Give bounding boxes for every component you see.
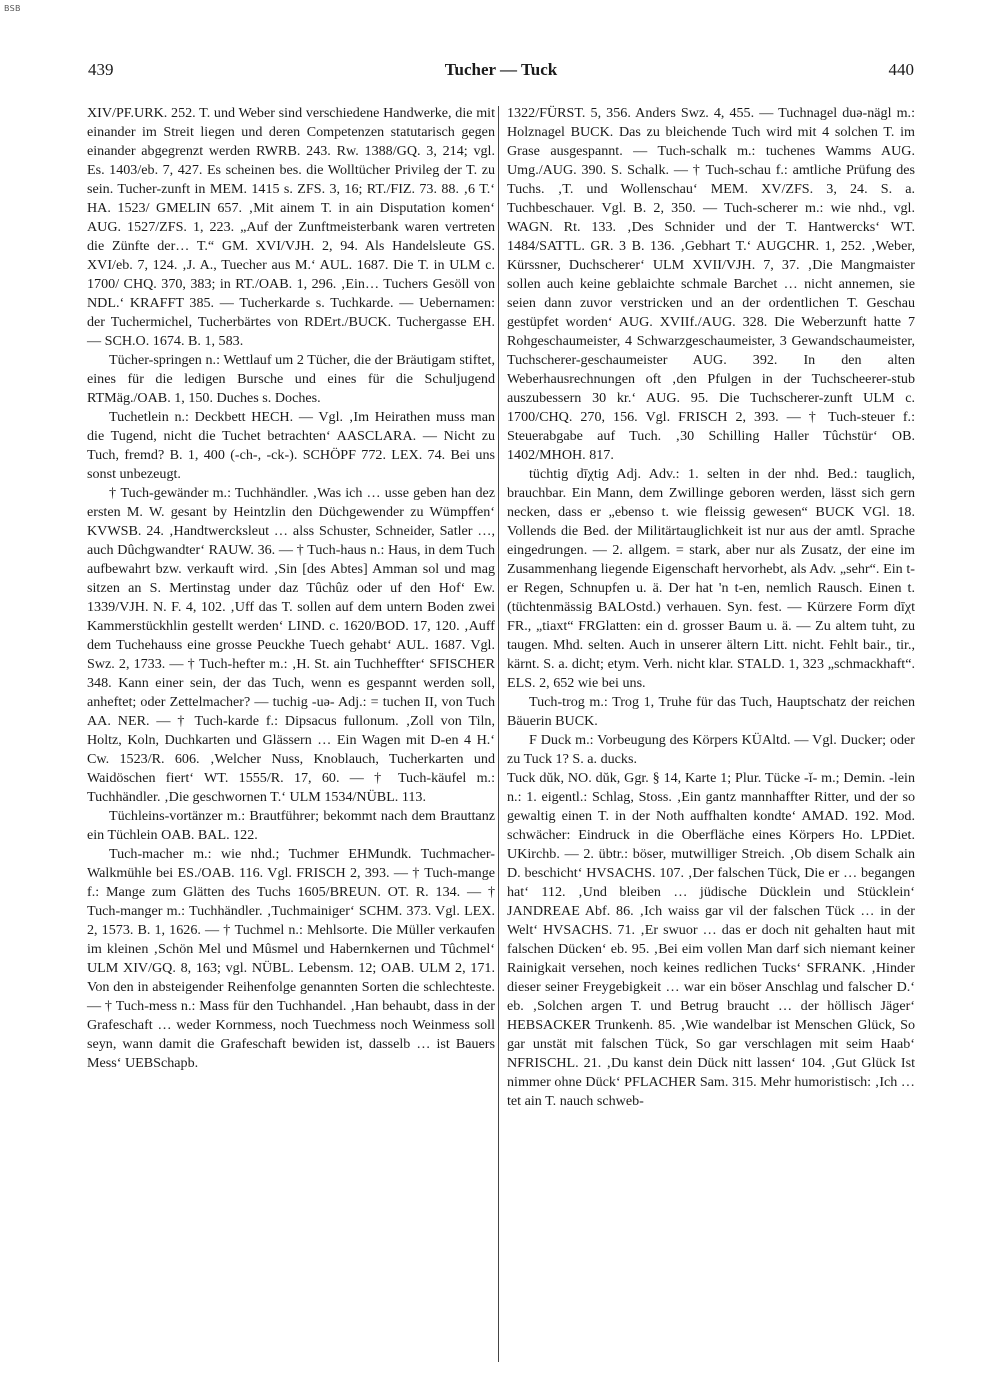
column-divider (498, 106, 499, 1362)
dictionary-entry: tüchtig dīχtig Adj. Adv.: 1. selten in der nhd. Bed.: tauglich, brauchbar. Ein Mann, dem Zwillinge geboren werden, lässt sich gern necken, dass er „ebenso t. wie fleissig gewesen“ BUCK VGl. 18. Vollends die Bed. der Militärtauglichkeit ist nur aus der amtl. Sprache eingedrungen. — 2. allgem. = stark, aber nur als Zusatz, der eine im Zusammenhang liegende Eigenschaft hervorhebt, als Adv. „sehr“. Ein t-er Regen, Schnupfen u. ä. Der hat 'n t-en, nemlich Rausch. Einen t. (tüchtenmässig BALOstd.) verhauen. Syn. fest. — Kürzere Form dīχt FR., „tiaxt“ FRGlatten: ein d. grosser Baum u. ä. — Zu altem tuht, zu taugen. Mhd. selten. Auch in unserer ältern Litt. nicht. Fehlt bair., tir., kärnt. S. a. dicht; etym. Verh. nicht klar. STALD. 1, 323 „schmackhaft“. ELS. 2, 652 wie bei uns. (507, 466, 915, 691)
dictionary-entry: XIV/PF.URK. 252. T. und Weber sind verschiedene Handwerke, die mit einander im Streit liegen und deren Competenzen statutarisch gegen einander abgegrenzt werden RWRB. 243. Rw. 1388/GQ. 3, 214; vgl. Es. 1403/eb. 7, 427. Es scheinen bes. die Wolltücher Privileg der T. zu sein. Tucher-zunft in MEM. 1415 s. ZFS. 3, 16; RT./FIZ. 73. 88. ‚6 T.‘ HA. 1523/ GMELIN 657. ‚Mit ainem T. in ain Disputation komen‘ AUG. 1527/ZFS. 1, 223. „Auf der Zunftmeisterbank waren vertreten die Zünfte der… T.“ GM. XVI/VJH. 2, 94. Als Handelsleute GS. XVI/eb. 7, 124. ‚J. A., Tuecher aus M.‘ AUL. 1687. Die T. in ULM c. 1700/ CHQ. 370, 383; in RT./OAB. 1, 296. ‚Ein… Tuchers Gesöll von NDL.‘ KRAFFT 385. — Tucherkarde s. Tuchkarde. — Uebernamen: der Tuchermichel, Tucherbärtes von RDErt./BUCK. Tuchergasse EH. — SCH.O. 1674. B. 1, 583. (87, 105, 495, 349)
dictionary-entry: Tuch-trog m.: Trog 1, Truhe für das Tuch, Hauptschatz der reichen Bäuerin BUCK. (507, 694, 915, 729)
dictionary-entry: Tüchleins-vortänzer m.: Brautführer; bekommt nach dem Brauttanz ein Tüchlein OAB. BAL. 122. (87, 808, 495, 843)
dictionary-entry: Tuck dŭk, NO. dŭk, Ggr. § 14, Karte 1; Plur. Tücke -ĭ- m.; Demin. -lein n.: 1. eigentl.: Schlag, Stoss. ‚Ein gantz mannhaffter Ritter, und der so gewaltig einen T. in der Noth auffhalten kondte‘ AMAD. 192. Mod. schwächer: Eindruck in die Oberfläche eines Körpers Ho. LPDiet. UKirchb. — 2. übtr.: böser, mutwilliger Streich. ‚Ob disem Schalk ain D. beschicht‘ HVSACHS. 107. ‚Der falschen Tück, Die er … begangen hat‘ 112. ‚Und bleiben … jüdische Dücklein und Stücklein‘ JANDREAE Abf. 86. ‚Ich waiss gar vil der falschen Tück … in der Welt‘ HVSACHS. 71. ‚Er swuor … das er doch nit gehalten haut mit falschen Dücken‘ eb. 95. ‚Bei eim vollen Man darf sich niemant keiner Rainigkait versehen, noch keines redlichen Tucks‘ SFRANK. ‚Hinder dieser seiner Freygebigkeit … war ein böser Anschlag und falscher D.‘ eb. ‚Solchen argen T. und Betrug braucht … der höllisch Jäger‘ HEBSACKER Trunkenh. 85. ‚Wie wandelbar ist Menschen Glück, So gar unstät mit falschen Tück, So gar verschlagen mit seim Haab‘ NFRISCHL. 21. ‚Du kanst dein Dück nitt lassen‘ 104. ‚Gut Glück Ist nimmer ohne Dück‘ PFLACHER Sam. 315. Mehr humoristisch: ‚Ich … tet ain T. nauch schweb- (507, 770, 915, 1109)
left-column (87, 104, 495, 1073)
page-number-left: 439 (88, 60, 114, 79)
running-header (88, 60, 914, 84)
dictionary-entry: Tuchetlein n.: Deckbett HECH. — Vgl. ‚Im Heirathen muss man die Tugend, nicht die Tuchet betrachten‘ AASCLARA. — Nicht zu Tuch, fremd? B. 1, 400 (-ch-, -ck-). SCHÖPF 772. LEX. 74. Bei uns sonst unbezeugt. (87, 409, 495, 482)
running-title: Tucher — Tuck (444, 60, 558, 79)
right-column (507, 104, 915, 1111)
dictionary-entry: Tücher-springen n.: Wettlauf um 2 Tücher, die der Bräutigam stiftet, eines für die ledigen Bursche und eines für die Schuljugend RTMäg./OAB. 1, 150. Duches s. Doches. (87, 352, 495, 406)
page-number-right: 440 (888, 60, 914, 79)
dictionary-entry: F Duck m.: Vorbeugung des Körpers KÜAltd. — Vgl. Ducker; oder zu Tuck 1? S. a. ducks. (507, 732, 915, 767)
library-stamp: BSB (4, 4, 21, 13)
dictionary-entry: † Tuch-gewänder m.: Tuchhändler. ‚Was ich … usse geben han dez ersten M. W. gesant by Heintzlin den Düchgewender zu Wümpffen‘ KVWSB. 24. ‚Handtwercksleut … alss Schuster, Schneider, Satler …, auch Dûchgwandter‘ RAUW. 36. — † Tuch-haus n.: Haus, in dem Tuch aufbewahrt bzw. verkauft wird. ‚Sin [des Abtes] Amman sol und mag sitzen an S. Mertinstag under daz Tûchûz oder uf den Hof‘ Ew. 1339/VJH. N. F. 4, 102. ‚Uff das T. sollen auf dem untern Boden zwei Kammerstückhlin gestellt werden‘ LIND. c. 1620/BOD. 17, 120. ‚Auff dem Tuchehauss eine grosse Peuckhe Tuech gehabt‘ AUL. 1687. Vgl. Swz. 2, 1733. — † Tuch-hefter m.: ‚H. St. ain Tuchheffter‘ SFISCHER 348. Kann einer sein, der das Tuch, wenn es gespannt werden soll, anheftet; oder Zettelmacher? — tuchig -uə- Adj.: = tuchen II, von Tuch AA. NER. — † Tuch-karde f.: Dipsacus fullonum. ‚Zoll von Tiln, Holtz, Koln, Duchkarten und Glässern … Ein Wagen mit D-en 4 H.‘ Cw. 1523/R. 606. ‚Welcher Nuss, Knoblauch, Tucherkarten und Waidöschen fiert‘ WT. 1555/R. 17, 60. — † Tuch-käufel m.: Tuchhändler. ‚Die geschwornen T.‘ ULM 1534/NÜBL. 113. (87, 485, 495, 805)
dictionary-entry: Tuch-macher m.: wie nhd.; Tuchmer EHMundk. Tuchmacher-Walkmühle bei ES./OAB. 116. Vgl. FRISCH 2, 393. — † Tuch-mange f.: Mange zum Glätten des Tuchs 1605/BREUN. OT. R. 134. — † Tuch-manger m.: Tuchhändler. ‚Tuchmainiger‘ SCHM. 373. Vgl. LEX. 2, 1573. B. 1, 1626. — † Tuchmel n.: Mehlsorte. Die Müller verkaufen im kleinen ‚Schön Mel und Mûsmel und Habernkernen und Tûchmel‘ ULM XIV/GQ. 8, 163; vgl. NÜBL. Lebensm. 12; OAB. ULM 2, 171. Von den in absteigender Reihenfolge genannten Sorten die schlechteste. — † Tuch-mess n.: Mass für den Tuchhandel. ‚Han behaubt, dass in der Grafeschaft … weder Kornmess, noch Tuechmess noch Weinmess soll seyn, wann damit die Grafeschaft bewiden ist, dasselb … ist Bauers Mess‘ UEBSchapb. (87, 846, 495, 1071)
dictionary-entry: 1322/FÜRST. 5, 356. Anders Swz. 4, 455. — Tuchnagel duə-nägl m.: Holznagel BUCK. Das zu bleichende Tuch wird mit 4 solchen T. im Grase ausgespannt. — Tuch-schalk m.: tuchenes Wamms AUG. Umg./AUG. 390. S. Schalk. — † Tuch-schau f.: amtliche Prüfung des Tuchs. ‚T. und Wollenschau‘ MEM. XV/ZFS. 3, 24. S. a. Tuchbeschauer. Vgl. B. 2, 350. — Tuch-scherer m.: wie nhd., vgl. WAGN. Rt. 133. ‚Des Schnider und der T. Hantwercks‘ WT. 1484/SATTL. GR. 3 B. 136. ‚Gebhart T.‘ AUGCHR. 1, 252. ‚Weber, Kürssner, Duchscherer‘ ULM XVII/VJH. 7, 37. ‚Die Mangmaister sollen auch keine geblaichte schmale Barchet … nicht annemen, sie seien dann zuvor verstricken und an der ordentlichen T. Geschau gestüpfet worden‘ AUG. XVIIf./AUG. 328. Die Weberzunft hatte 7 Rohgeschaumeister, 4 Schwarzgeschaumeister, 3 Gewandschaumeister, Tuchscherer-geschaumeister AUG. 392. In den alten Weberhausrechnungen oft ‚den Pfulgen in der Tuchscheerer-stub auszubessern 30 kr.‘ AUG. 95. Die Tuchscherer-zunft ULM c. 1700/CHQ. 270, 156. Vgl. FRISCH 2, 393. — † Tuch-steuer f.: Steuerabgabe auf Tuch. ‚30 Schilling Haller Tûchstür‘ OB. 1402/MHOH. 817. (507, 105, 915, 463)
